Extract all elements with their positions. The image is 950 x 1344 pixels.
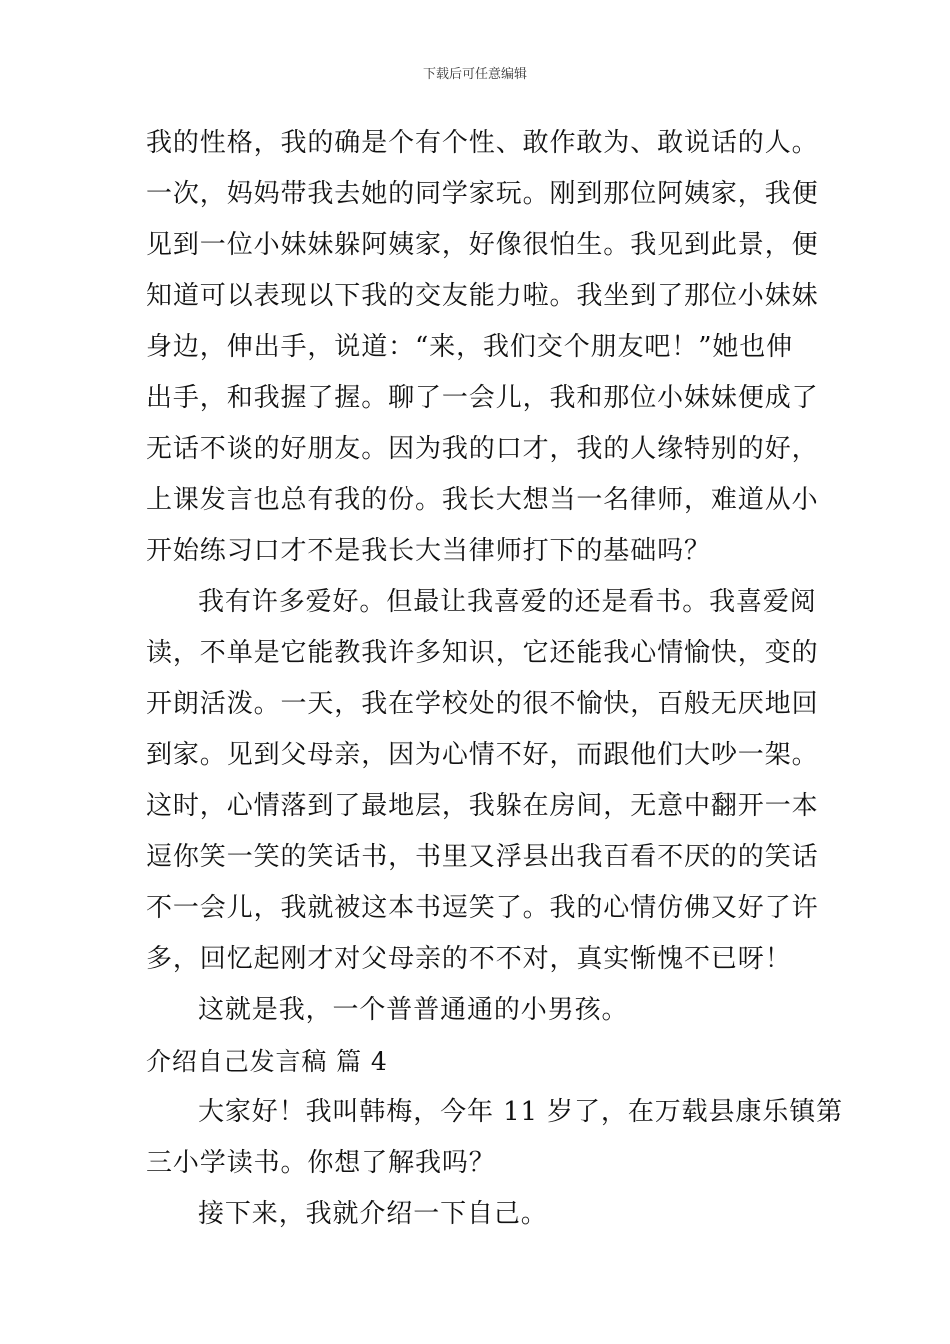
page-header: 下载后可任意编辑 (422, 67, 527, 82)
text-line: 大家好！我叫韩梅，今年 11 岁了，在万载县康乐镇第 (198, 1097, 844, 1127)
text-line: 接下来，我就介绍一下自己。 (198, 1199, 548, 1229)
section-heading: 介绍自己发言稿 篇 4 (146, 1047, 388, 1076)
text-line: 上课发言也总有我的份。我长大想当一名律师，难道从小 (146, 485, 819, 515)
text-line: 开朗活泼。一天，我在学校处的很不愉快，百般无厌地回 (146, 689, 819, 719)
text-line: 我有许多爱好。但最让我喜爱的还是看书。我喜爱阅 (198, 587, 817, 617)
text-line: 到家。见到父母亲，因为心情不好，而跟他们大吵一架。 (146, 740, 819, 770)
text-line: 多，回忆起刚才对父母亲的不不对，真实惭愧不已呀！ (146, 944, 792, 974)
text-line: 开始练习口才不是我长大当律师打下的基础吗？ (146, 536, 711, 566)
text-line: 见到一位小妹妹躲阿姨家，好像很怕生。我见到此景，便 (146, 230, 819, 260)
text-line: 出手，和我握了握。聊了一会儿，我和那位小妹妹便成了 (146, 383, 819, 413)
text-line: 知道可以表现以下我的交友能力啦。我坐到了那位小妹妹 (146, 281, 819, 311)
document-body (146, 118, 844, 1240)
text-line: 这时，心情落到了最地层，我躲在房间，无意中翻开一本 (146, 791, 819, 821)
text-line: 身边，伸出手，说道：“来，我们交个朋友吧！”她也伸 (146, 332, 794, 362)
text-line: 不一会儿，我就被这本书逗笑了。我的心情仿佛又好了许 (146, 893, 819, 923)
text-line: 这就是我，一个普普通通的小男孩。 (198, 995, 629, 1025)
text-line: 我的性格，我的确是个有个性、敢作敢为、敢说话的人。 (146, 128, 819, 158)
text-line: 一次，妈妈带我去她的同学家玩。刚到那位阿姨家，我便 (146, 179, 819, 209)
text-line: 逗你笑一笑的笑话书，书里又浮县出我百看不厌的的笑话 (146, 842, 819, 872)
text-line: 无话不谈的好朋友。因为我的口才，我的人缘特别的好， (146, 434, 819, 464)
text-line: 读，不单是它能教我许多知识，它还能我心情愉快，变的 (146, 638, 819, 668)
text-line: 三小学读书。你想了解我吗？ (146, 1148, 496, 1178)
